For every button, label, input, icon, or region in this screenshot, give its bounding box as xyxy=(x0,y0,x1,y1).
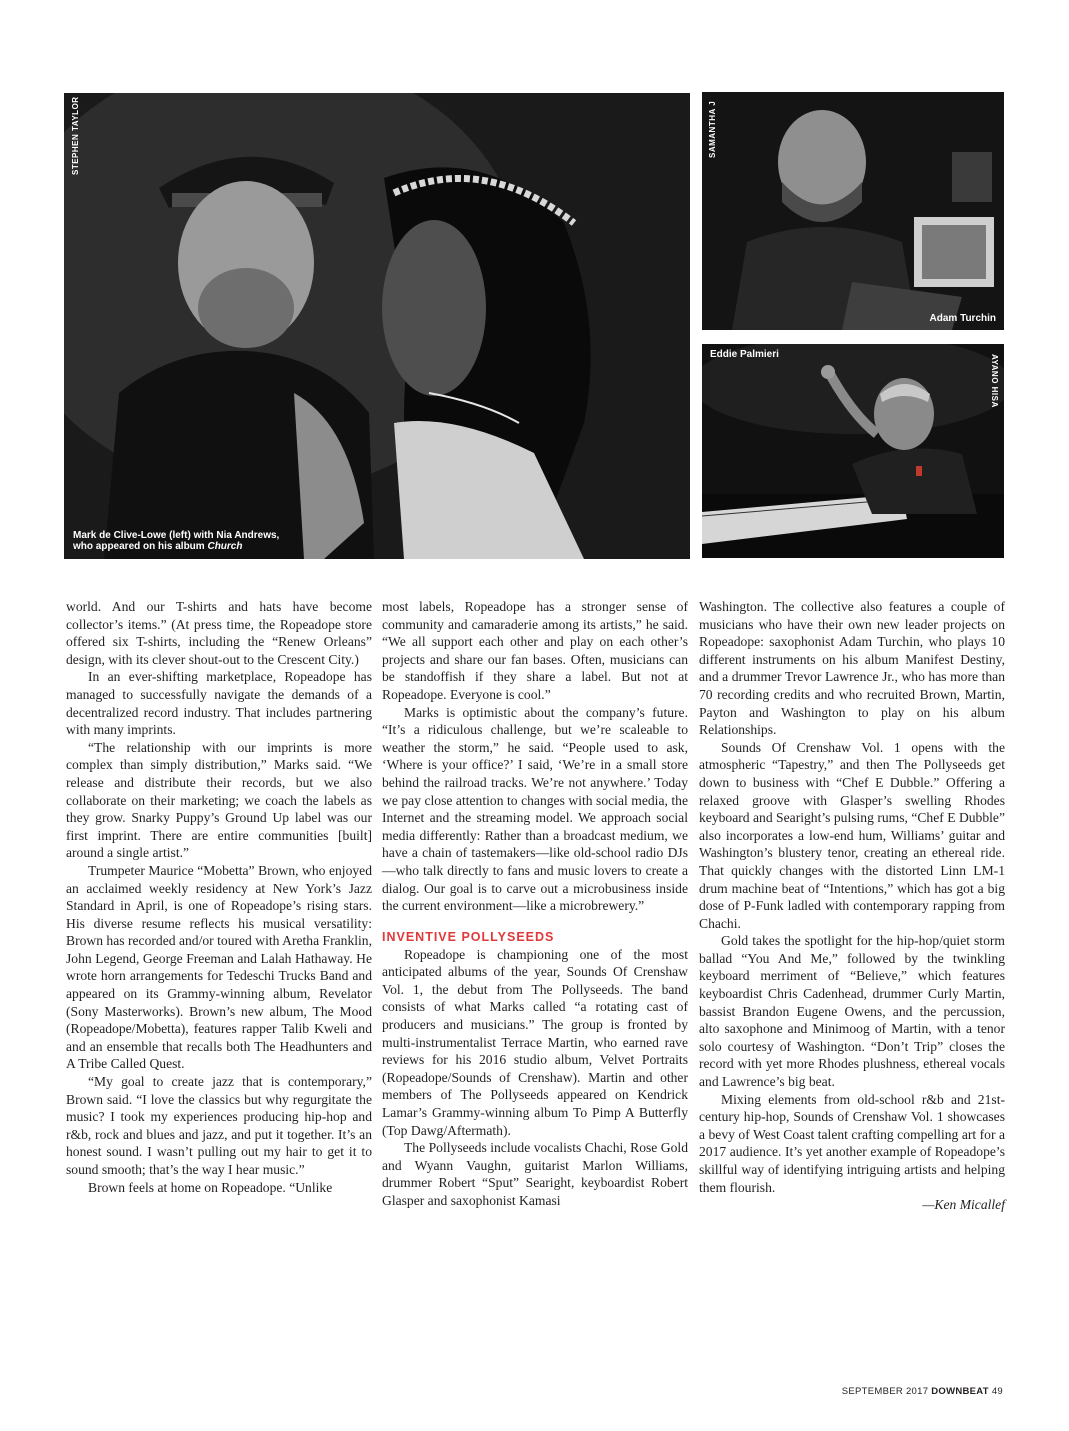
section-subhead: INVENTIVE POLLYSEEDS xyxy=(382,929,555,944)
paragraph: “The relationship with our imprints is more complex than simply distribution,” Marks said. “We release and distribute their records, but we also collaborate on their marketing; we coach the labels as they grow. Snarky Puppy’s Ground Up label was our first imprint. There are entire communities [built] around a single artist.” xyxy=(66,739,372,861)
paragraph: world. And our T-shirts and hats have become collector’s items.” (At press time, the Ropeadope store offered six T-shirts, including the “Renew Orleans” design, with its clever shout-out to the Crescent City.) xyxy=(66,599,372,667)
eddie-palmieri-illustration xyxy=(702,344,1004,558)
main-photo-illustration xyxy=(64,93,690,559)
article-byline: —Ken Micallef xyxy=(922,1197,1005,1213)
paragraph: Gold takes the spotlight for the hip-hop/quiet storm ballad “You And Me,” followed by the twinkling keyboard merriment of “Believe,” which features keyboardist Chris Cadenhead, drummer Curly Martin, bassist Brandon Eugene Owens, and the percussion, alto saxophone and Minimoog of Martin, with a tenor solo courtesy of Washington. “Don’t Trip” closes the record with yet more Rhodes plushness, ethereal vocals and Lawrence’s big beat. xyxy=(699,933,1005,1090)
paragraph: In an ever-shifting marketplace, Ropeadope has managed to successfully navigate the demands of a decentralized record industry. That includes partnering with many imprints. xyxy=(66,669,372,738)
paragraph: Sounds Of Crenshaw Vol. 1 opens with the atmospheric “Tapestry,” and then The Pollyseeds get down to business with “Chef E Dubble.” Offering a relaxed groove with Glasper’s swelling Rhodes keyboard and Searight’s pulsing rums, “Chef E Dubble” also incorporates a low-end hum, Williams’ guitar and Washington’s blustery tenor, creating an ethereal ride. That quickly changes with the distorted Linn LM-1 drum machine beat of “Intentions,” which has got a big dose of P-Funk ladled with contemporary rapping from Chachi. xyxy=(699,739,1005,931)
caption-line-1: Mark de Clive-Lowe (left) with Nia Andrews, xyxy=(73,530,280,541)
paragraph: The Pollyseeds include vocalists Chachi, Rose Gold and Wyann Vaughn, guitarist Marlon Williams, drummer Robert “Sput” Searight, keyboardist Robert Glasper and saxophonist Kamasi xyxy=(382,1140,688,1208)
paragraph: “My goal to create jazz that is contemporary,” Brown said. “I love the classics but why regurgitate the music? I took my experiences producing hip-hop and r&b, rock and blues and jazz, and put it together. It’s an honest sound. I wasn’t pulling out my hair to get it to sound smooth; that’s the way I hear music.” xyxy=(66,1074,372,1177)
caption-line-2: who appeared on his album Church xyxy=(73,541,243,552)
eddie-palmieri-photo xyxy=(702,344,1004,558)
magazine-name: DOWNBEAT xyxy=(931,1386,989,1397)
photo-credit-ayano: AYANO HISA xyxy=(990,354,999,408)
paragraph: most labels, Ropeadope has a stronger sense of community and camaraderie among its artists,” he said. “We all support each other and play on each other’s projects and share our fan bases. Often, musicians can be standoffish if they share a label. But not at Ropeadope. Everyone is cool.” xyxy=(382,599,688,702)
article-column-3 xyxy=(699,598,1005,1214)
paragraph: Washington. The collective also features a couple of musicians who have their own new leader projects on Ropeadope: saxophonist Adam Turchin, who plays 10 different instruments on his album Manifest Destiny, and a drummer Trevor Lawrence Jr., who has more than 70 recording credits and who recruited Brown, Martin, Payton and Washington to play on his album Relationships. xyxy=(699,599,1005,738)
page-number: 49 xyxy=(991,1386,1003,1397)
paragraph: Brown feels at home on Ropeadope. “Unlike xyxy=(88,1179,333,1195)
issue-date: SEPTEMBER 2017 xyxy=(841,1386,929,1397)
paragraph: Ropeadope is championing one of the most anticipated albums of the year, Sounds Of Crenshaw Vol. 1, the debut from The Pollyseeds. The band consists of what Marks called “a rotating cast of producers and musicians.” The group is fronted by multi-instrumentalist Terrace Martin, who earned rave reviews for his 2016 studio album, Velvet Portraits (Ropeadope/Sounds of Crenshaw). Martin and other members of The Pollyseeds appeared on Kendrick Lamar’s Grammy-winning album To Pimp A Butterfly (Top Dawg/Aftermath). xyxy=(382,946,688,1138)
article-column-2 xyxy=(382,598,688,1210)
eddie-palmieri-caption: Eddie Palmieri xyxy=(710,349,779,360)
paragraph: Trumpeter Maurice “Mobetta” Brown, who enjoyed an acclaimed weekly residency at New York’s Jazz Standard in April, is one of Ropeadope’s rising stars. His diverse resume reflects his musical versatility: Brown has recorded and/or toured with Aretha Franklin, John Legend, George Freeman and Lalah Hathaway. He wrote horn arrangements for Tedeschi Trucks Band and appeared on its Grammy-winning album, Revelator (Sony Masterworks). Brown’s new album, The Mood (Ropeadope/Mobetta), features rapper Talib Kweli and and an ensemble that recalls both The Headhunters and A Tribe Called Quest. xyxy=(66,862,372,1072)
paragraph: Mixing elements from old-school r&b and 21st-century hip-hop, Sounds of Crenshaw Vol. 1 showcases a bevy of West Coast talent crafting compelling art for a 2017 audience. It’s yet another example of Ropeadope’s skillful way of identifying intriguing artists and helping them flourish. xyxy=(699,1091,1005,1195)
caption-album-title: Church xyxy=(207,541,243,552)
article-column-1 xyxy=(66,598,372,1196)
main-photo-caption xyxy=(73,530,279,552)
adam-turchin-illustration xyxy=(702,92,1004,330)
photo-credit-main: STEPHEN TAYLOR xyxy=(71,96,80,175)
adam-turchin-photo xyxy=(702,92,1004,330)
photo-credit-samantha: SAMANTHA J xyxy=(708,100,717,158)
paragraph: Marks is optimistic about the company’s future. “It’s a ridiculous challenge, but we’re scaleable to weather the storm,” he said. “People used to ask, ‘Where is your office?’ I said, ‘We’re in a small store behind the railroad tracks. We’re not anywhere.’ Today we pay close attention to changes with social media, the Internet and the streaming model. We approach social media differently: Rather than a broadcast medium, we have a chain of tastemakers—like old-school radio DJs—who talk directly to fans and music lovers to create a dialog. Our goal is to carve out a microbusiness inside the current environment—like a microbrewery.” xyxy=(382,704,688,914)
adam-turchin-caption: Adam Turchin xyxy=(929,313,996,324)
page-footer xyxy=(842,1386,1003,1397)
main-photo xyxy=(64,93,690,559)
